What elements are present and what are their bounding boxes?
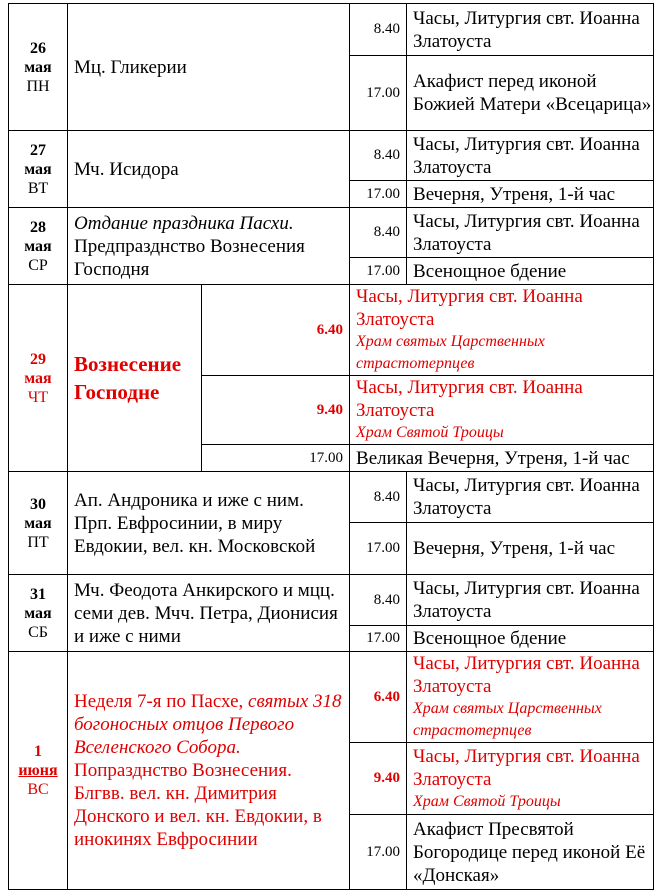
- feast-cell: Мч. Исидора: [68, 131, 350, 208]
- service-cell: [407, 743, 654, 815]
- service-name: Часы, Литургия свт. Иоанна Златоуста: [413, 653, 640, 697]
- feast-cell: [68, 652, 350, 890]
- service-cell: [350, 285, 654, 376]
- feast-cell: [68, 208, 350, 285]
- feast-text: Предпразднство Вознесения Господня: [74, 235, 305, 280]
- service-time: 8.40: [350, 575, 407, 626]
- table-row: [9, 652, 654, 743]
- service-time: 8.40: [350, 4, 407, 56]
- service-location: Храм Святой Троицы: [356, 424, 504, 441]
- service-location: Храм святых Царственных страстотерпцев: [356, 333, 545, 372]
- weekday: ПТ: [27, 533, 49, 551]
- weekday: ЧТ: [27, 388, 49, 406]
- weekday: ПН: [26, 77, 50, 95]
- month-name: мая: [24, 160, 52, 178]
- schedule-table: [8, 3, 654, 890]
- service-time: 8.40: [350, 472, 407, 523]
- service-time: 17.00: [350, 523, 407, 575]
- service-cell: [407, 652, 654, 743]
- service-name: Вечерня, Утреня, 1-й час: [407, 181, 654, 208]
- date-cell: [9, 575, 68, 652]
- service-name: Часы, Литургия свт. Иоанна Златоуста: [413, 745, 640, 790]
- service-time: 9.40: [350, 743, 407, 815]
- feast-cell: Мц. Гликерии: [68, 4, 350, 131]
- feast-cell: Ап. Андроника и иже с ним. Прп. Евфросинии, в миру Евдокии, вел. кн. Московской: [68, 472, 350, 575]
- table-row: [9, 575, 654, 626]
- month-name: мая: [24, 237, 52, 255]
- service-location: Храм Святой Троицы: [413, 792, 561, 810]
- weekday: СБ: [28, 623, 48, 641]
- weekday: СР: [28, 256, 48, 274]
- service-time: 17.00: [350, 815, 407, 890]
- day-number: 28: [30, 218, 46, 236]
- table-row: [9, 4, 654, 56]
- service-time: 17.00: [350, 626, 407, 652]
- date-cell: [9, 4, 68, 131]
- service-time: 6.40: [202, 285, 350, 376]
- service-name: Часы, Литургия свт. Иоанна Златоуста: [407, 208, 654, 258]
- service-name: Часы, Литургия свт. Иоанна Златоуста: [407, 131, 654, 181]
- date-cell: [9, 652, 68, 890]
- service-time: 17.00: [350, 181, 407, 208]
- table-row: [9, 131, 654, 181]
- feast-cell: Мч. Феодота Анкирского и мцц. семи дев. Мчч. Петра, Дионисия и иже с ними: [68, 575, 350, 652]
- service-name: Акафист перед иконой Божией Матери «Всецарица»: [407, 56, 654, 131]
- feast-italic: святых 318 богоносных отцов Первого Вселенского Собора.: [74, 691, 342, 758]
- service-time: 6.40: [350, 652, 407, 743]
- service-name: Вечерня, Утреня, 1-й час: [407, 523, 654, 575]
- month-name: мая: [24, 58, 52, 76]
- service-name: Часы, Литургия свт. Иоанна Златоуста: [407, 575, 654, 626]
- month-name: мая: [24, 604, 52, 622]
- service-cell: [350, 376, 654, 445]
- service-name: Великая Вечерня, Утреня, 1-й час: [350, 445, 654, 472]
- month-name: мая: [24, 369, 52, 387]
- feast-cell: Вознесение Господне: [68, 285, 202, 472]
- date-cell: [9, 208, 68, 285]
- feast-text: Попразднство Вознесения. Блгвв. вел. кн. Димитрия Донского и вел. кн. Евдокии, в инокинях Евфросинии: [74, 760, 322, 850]
- day-number: 26: [30, 39, 46, 57]
- table-row: [9, 208, 654, 258]
- day-number: 31: [30, 585, 46, 603]
- date-cell: [9, 472, 68, 575]
- table-row: [9, 285, 654, 376]
- month-name: июня: [18, 762, 58, 779]
- weekday: ВТ: [27, 179, 49, 197]
- day-number: 30: [30, 495, 46, 513]
- day-number: 27: [30, 141, 46, 159]
- service-time: 8.40: [350, 131, 407, 181]
- service-time: 17.00: [350, 56, 407, 131]
- service-name: Всенощное бдение: [407, 258, 654, 285]
- weekday: ВС: [27, 781, 49, 798]
- service-location: Храм святых Царственных страстотерпцев: [413, 700, 602, 739]
- service-name: Всенощное бдение: [407, 626, 654, 652]
- table-row: [9, 472, 654, 523]
- service-time: 17.00: [350, 258, 407, 285]
- service-name: Часы, Литургия свт. Иоанна Златоуста: [407, 4, 654, 56]
- day-number: 1: [34, 743, 42, 760]
- service-name: Акафист Пресвятой Богородице перед иконой Её «Донская»: [407, 815, 654, 890]
- date-cell: [9, 131, 68, 208]
- service-time: 8.40: [350, 208, 407, 258]
- day-number: 29: [30, 350, 46, 368]
- date-cell: [9, 285, 68, 472]
- service-time: 9.40: [202, 376, 350, 445]
- month-name: мая: [24, 514, 52, 532]
- service-name: Часы, Литургия свт. Иоанна Златоуста: [356, 286, 583, 330]
- service-name: Часы, Литургия свт. Иоанна Златоуста: [356, 377, 583, 421]
- feast-italic: Отдание праздника Пасхи.: [74, 212, 294, 234]
- feast-lead: Неделя 7-я по Пасхе,: [74, 691, 244, 712]
- service-name: Часы, Литургия свт. Иоанна Златоуста: [407, 472, 654, 523]
- service-time: 17.00: [202, 445, 350, 472]
